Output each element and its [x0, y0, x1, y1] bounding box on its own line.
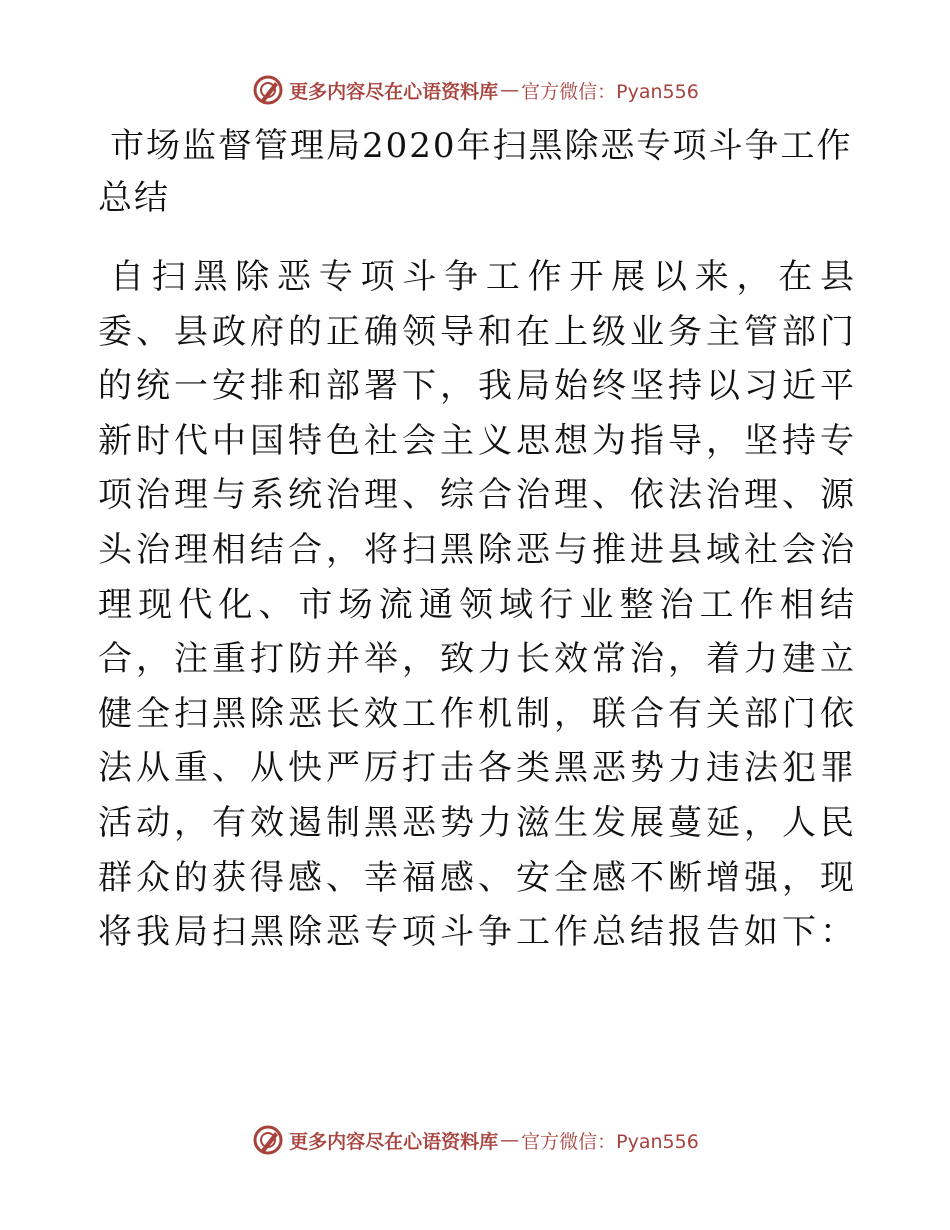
watermark-brand: 更多内容尽在心语资料库	[289, 80, 499, 103]
document-title: 市场监督管理局2020年扫黑除恶专项斗争工作总结	[98, 126, 853, 218]
pen-circle-icon	[251, 1123, 285, 1157]
watermark-separator: —	[500, 79, 520, 101]
watermark-brand: 更多内容尽在心语资料库	[289, 1130, 499, 1153]
document-body-paragraph: 自扫黑除恶专项斗争工作开展以来，在县委、县政府的正确领导和在上级业务主管部门的统一安排和部署下，我局始终坚持以习近平新时代中国特色社会主义思想为指导，坚持专项治理与系统治理、综合治理、依法治理、源头治理相结合，将扫黑除恶与推进县域社会治理现代化、市场流通领域行业整治工作相结合，注重打防并举，致力长效常治，着力建立健全扫黑除恶长效工作机制，联合有关部门依法从重、从快严厉打击各类黑恶势力违法犯罪活动，有效遏制黑恶势力滋生发展蔓延，人民群众的获得感、幸福感、安全感不断增强，现将我局扫黑除恶专项斗争工作总结报告如下：	[98, 257, 858, 953]
watermark-account: 官方微信：Pyan556	[521, 80, 699, 103]
watermark-account: 官方微信：Pyan556	[521, 1130, 699, 1153]
watermark-separator: —	[500, 1129, 520, 1151]
watermark-header	[0, 70, 950, 110]
watermark-footer	[0, 1120, 950, 1160]
pen-circle-icon	[251, 73, 285, 107]
